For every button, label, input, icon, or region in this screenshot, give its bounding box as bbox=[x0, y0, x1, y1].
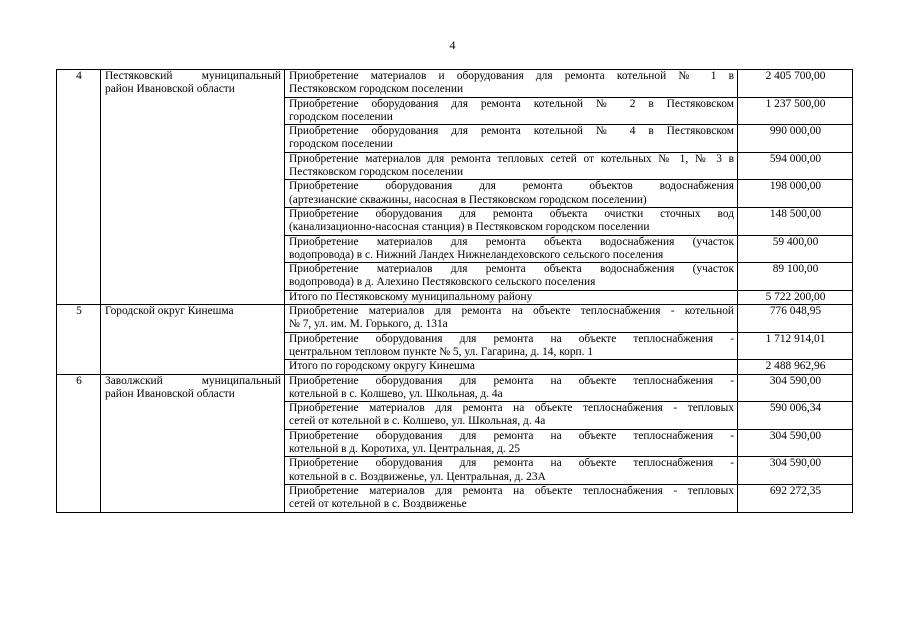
description-line: водопровода) в д. Алехино Пестяковского сельского поселения bbox=[289, 276, 596, 289]
district-name bbox=[101, 305, 285, 374]
description-line: Приобретение материалов для ремонта объекта водоснабжения (участок bbox=[289, 235, 734, 248]
description-line: Итого по Пестяковскому муниципальному району bbox=[289, 290, 533, 303]
item-description bbox=[285, 152, 738, 180]
funding-table-body bbox=[57, 70, 853, 513]
description-line: сетей от котельной в с. Воздвиженье bbox=[289, 498, 467, 511]
item-description bbox=[285, 484, 738, 512]
description-line: Приобретение оборудования для ремонта объектов водоснабжения bbox=[289, 180, 734, 193]
description-line: Приобретение материалов и оборудования для ремонта котельной № 1 в bbox=[289, 70, 734, 82]
item-description bbox=[285, 263, 738, 291]
item-amount: 89 100,00 bbox=[738, 263, 853, 291]
item-description bbox=[285, 207, 738, 235]
description-line: Приобретение оборудования для ремонта на объекте теплоснабжения - bbox=[289, 332, 734, 345]
item-description bbox=[285, 70, 738, 98]
district-name bbox=[101, 70, 285, 305]
description-line: водопровода) в с. Нижний Ландех Нижнеландеховского сельского поселения bbox=[289, 248, 664, 261]
row-number: 5 bbox=[57, 305, 101, 374]
description-line: сетей от котельной в с. Колшево, ул. Школьная, д. 4а bbox=[289, 415, 546, 428]
district-line: район Ивановской области bbox=[105, 387, 235, 400]
item-amount: 594 000,00 bbox=[738, 152, 853, 180]
item-amount: 692 272,35 bbox=[738, 484, 853, 512]
item-description bbox=[285, 429, 738, 457]
description-line: котельной в с. Воздвиженье, ул. Центральная, д. 23А bbox=[289, 470, 546, 483]
item-amount: 198 000,00 bbox=[738, 180, 853, 208]
description-line: (артезианские скважины, насосная в Пестяковском городском поселении) bbox=[289, 193, 647, 206]
item-amount: 990 000,00 bbox=[738, 125, 853, 153]
description-line: городском поселении bbox=[289, 138, 393, 151]
row-number: 6 bbox=[57, 374, 101, 512]
funding-table bbox=[56, 69, 853, 513]
item-description bbox=[285, 457, 738, 485]
description-line: (канализационно-насосная станция) в Пестяковском городском поселении bbox=[289, 221, 650, 234]
description-line: Приобретение оборудования для ремонта объекта очистки сточных вод bbox=[289, 207, 734, 220]
description-line: Приобретение оборудования для ремонта на объекте теплоснабжения - bbox=[289, 457, 734, 470]
description-line: Пестяковском городском поселении bbox=[289, 166, 464, 179]
item-amount: 2 405 700,00 bbox=[738, 70, 853, 98]
description-line: Приобретение оборудования для ремонта на объекте теплоснабжения - bbox=[289, 429, 734, 442]
description-line: Приобретение материалов для ремонта тепловых сетей от котельных № 1, № 3 в bbox=[289, 152, 734, 165]
item-amount: 304 590,00 bbox=[738, 429, 853, 457]
description-line: Пестяковском городском поселении bbox=[289, 83, 464, 96]
item-description bbox=[285, 125, 738, 153]
item-amount: 776 048,95 bbox=[738, 305, 853, 333]
description-line: Приобретение материалов для ремонта на объекте теплоснабжения - котельной bbox=[289, 305, 734, 318]
table-row bbox=[57, 70, 853, 98]
row-number: 4 bbox=[57, 70, 101, 305]
item-amount: 148 500,00 bbox=[738, 207, 853, 235]
description-line: Итого по городскому округу Кинешма bbox=[289, 360, 475, 373]
item-description bbox=[285, 97, 738, 125]
item-description bbox=[285, 402, 738, 430]
item-amount: 304 590,00 bbox=[738, 374, 853, 402]
item-description bbox=[285, 180, 738, 208]
description-line: Приобретение оборудования для ремонта котельной № 4 в Пестяковском bbox=[289, 125, 734, 138]
description-line: № 7, ул. им. М. Горького, д. 131а bbox=[289, 318, 448, 331]
district-line: район Ивановской области bbox=[105, 83, 235, 96]
item-description bbox=[285, 374, 738, 402]
item-amount: 590 006,34 bbox=[738, 402, 853, 430]
table-row bbox=[57, 374, 853, 402]
description-line: Приобретение оборудования для ремонта на объекте теплоснабжения - bbox=[289, 374, 734, 387]
description-line: котельной в с. Колшево, ул. Школьная, д. 4а bbox=[289, 387, 503, 400]
item-description bbox=[285, 332, 738, 360]
description-line: городском поселении bbox=[289, 110, 393, 123]
district-name bbox=[101, 374, 285, 512]
total-amount: 2 488 962,96 bbox=[738, 360, 853, 374]
item-description bbox=[285, 305, 738, 333]
item-amount: 304 590,00 bbox=[738, 457, 853, 485]
table-row bbox=[57, 305, 853, 333]
page-number: 4 bbox=[449, 38, 456, 52]
total-label bbox=[285, 360, 738, 374]
district-line: Городской округ Кинешма bbox=[105, 305, 234, 318]
district-line: Пестяковский муниципальный bbox=[105, 70, 281, 82]
item-description bbox=[285, 235, 738, 263]
description-line: Приобретение материалов для ремонта на объекте теплоснабжения - тепловых bbox=[289, 484, 734, 497]
item-amount: 1 712 914,01 bbox=[738, 332, 853, 360]
item-amount: 1 237 500,00 bbox=[738, 97, 853, 125]
description-line: центральном тепловом пункте № 5, ул. Гагарина, д. 14, корп. 1 bbox=[289, 345, 594, 358]
description-line: Приобретение материалов для ремонта на объекте теплоснабжения - тепловых bbox=[289, 402, 734, 415]
description-line: Приобретение материалов для ремонта объекта водоснабжения (участок bbox=[289, 263, 734, 276]
total-label bbox=[285, 290, 738, 304]
description-line: Приобретение оборудования для ремонта котельной № 2 в Пестяковском bbox=[289, 97, 734, 110]
item-amount: 59 400,00 bbox=[738, 235, 853, 263]
total-amount: 5 722 200,00 bbox=[738, 290, 853, 304]
description-line: котельной в д. Коротиха, ул. Центральная, д. 25 bbox=[289, 443, 520, 456]
district-line: Заволжский муниципальный bbox=[105, 374, 281, 387]
